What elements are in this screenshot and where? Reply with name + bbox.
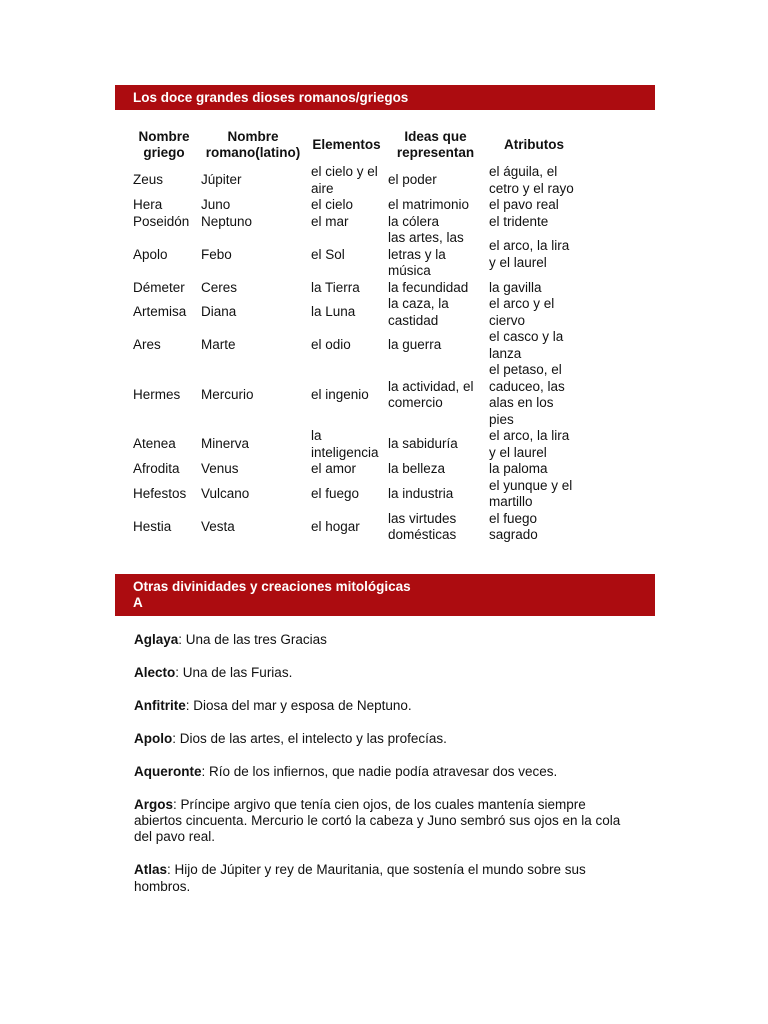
table-cell: el matrimonio xyxy=(388,197,470,212)
table-cell: Hefestos xyxy=(133,485,187,501)
table-cell: el arco y el ciervo xyxy=(489,296,555,328)
table-row xyxy=(130,461,582,478)
glossary-entry xyxy=(134,632,624,648)
table-cell: la industria xyxy=(388,485,454,501)
table-cell: Minerva xyxy=(201,436,250,452)
table-cell: las artes, las letras y la música xyxy=(388,230,464,278)
table-row xyxy=(130,296,582,329)
gods-table xyxy=(130,125,582,544)
table-cell: Hera xyxy=(133,197,163,212)
table-cell: la Luna xyxy=(311,304,356,320)
table-cell: el hogar xyxy=(311,518,360,534)
entry-term: Apolo xyxy=(134,730,173,746)
table-cell: la caza, la castidad xyxy=(388,296,449,328)
table-row xyxy=(130,214,582,231)
table-cell: Vesta xyxy=(201,518,235,534)
table-header-row xyxy=(130,125,582,164)
table-title-banner xyxy=(115,85,655,110)
table-cell: Ares xyxy=(133,337,161,353)
table-cell: el yunque y el martillo xyxy=(489,477,573,509)
table-row xyxy=(130,428,582,461)
table-row xyxy=(130,230,582,280)
table-row xyxy=(130,478,582,511)
table-cell: la actividad, el comercio xyxy=(388,378,474,410)
table-cell: Venus xyxy=(201,461,239,476)
glossary-list xyxy=(134,632,624,912)
section-banner xyxy=(115,574,655,616)
table-cell: Hestia xyxy=(133,518,172,534)
entry-definition: : Hijo de Júpiter y rey de Mauritania, que sostenía el mundo sobre sus hombros. xyxy=(134,862,586,894)
section-letter: A xyxy=(133,595,143,610)
table-cell: las virtudes domésticas xyxy=(388,510,457,542)
table-cell: el petaso, el caduceo, las alas en los pies xyxy=(489,362,565,427)
table-cell: el poder xyxy=(388,172,437,188)
table-row xyxy=(130,329,582,362)
table-cell: Marte xyxy=(201,337,236,353)
table-cell: el casco y la lanza xyxy=(489,329,564,361)
table-cell: Démeter xyxy=(133,279,185,295)
table-row xyxy=(130,362,582,428)
glossary-entry xyxy=(134,731,624,747)
entry-definition: : Una de las Furias. xyxy=(175,664,293,680)
table-cell: el tridente xyxy=(489,213,549,229)
table-cell: el arco, la lira y el laurel xyxy=(489,428,570,460)
entry-definition: : Río de los infiernos, que nadie podía atravesar dos veces. xyxy=(201,763,558,779)
entry-term: Aqueronte xyxy=(134,763,202,779)
glossary-entry xyxy=(134,698,624,714)
table-cell: Atenea xyxy=(133,436,176,452)
table-row xyxy=(130,280,582,297)
table-cell: la cólera xyxy=(388,213,440,229)
table-row xyxy=(130,511,582,544)
entry-definition: : Una de las tres Gracias xyxy=(178,632,327,647)
table-cell: Neptuno xyxy=(201,213,253,229)
glossary-entry xyxy=(134,764,624,780)
table-cell: el pavo real xyxy=(489,197,559,212)
table-cell: Mercurio xyxy=(201,386,254,402)
table-cell: Vulcano xyxy=(201,485,250,501)
column-header: Ideas que representan xyxy=(396,129,475,160)
column-header: Nombre griego xyxy=(138,129,190,160)
table-cell: el mar xyxy=(311,213,349,229)
column-header: Nombre romano(latino) xyxy=(205,129,301,160)
table-cell: Ceres xyxy=(201,279,238,295)
glossary-entry xyxy=(134,665,624,681)
table-cell: Juno xyxy=(201,197,231,212)
table-cell: la Tierra xyxy=(311,279,360,295)
table-cell: el arco, la lira y el laurel xyxy=(489,238,570,270)
table-row xyxy=(130,197,582,214)
entry-definition: : Príncipe argivo que tenía cien ojos, de los cuales mantenía siempre abiertos cincuenta. Mercurio le cortó la cabeza y Juno sembró sus ojos en la cola del pavo real. xyxy=(134,796,621,845)
table-title: Los doce grandes dioses romanos/griegos xyxy=(133,90,409,105)
table-cell: Apolo xyxy=(133,246,168,262)
column-header: Atributos xyxy=(504,136,564,152)
table-cell: Hermes xyxy=(133,386,181,402)
entry-definition: : Dios de las artes, el intelecto y las profecías. xyxy=(172,730,447,746)
entry-term: Anfitrite xyxy=(134,697,186,713)
entry-term: Atlas xyxy=(134,862,168,878)
entry-term: Aglaya xyxy=(134,632,179,647)
table-cell: la guerra xyxy=(388,337,442,353)
table-cell: el fuego sagrado xyxy=(489,510,538,542)
entry-term: Argos xyxy=(134,796,174,812)
table-cell: Poseidón xyxy=(133,213,190,229)
table-cell: la inteligencia xyxy=(311,428,379,460)
table-cell: el cielo xyxy=(311,197,354,212)
table-cell: la gavilla xyxy=(489,279,542,295)
table-cell: la belleza xyxy=(388,461,446,476)
table-cell: la sabiduría xyxy=(388,436,458,452)
table-cell: el fuego xyxy=(311,485,360,501)
table-cell: el cielo y el aire xyxy=(311,164,378,196)
entry-definition: : Diosa del mar y esposa de Neptuno. xyxy=(185,697,412,713)
table-cell: Zeus xyxy=(133,172,164,188)
table-row xyxy=(130,164,582,197)
table-cell: el Sol xyxy=(311,246,345,262)
table-cell: el ingenio xyxy=(311,386,369,402)
table-cell: Diana xyxy=(201,304,237,320)
column-header: Elementos xyxy=(312,136,381,152)
table-cell: Afrodita xyxy=(133,461,180,476)
table-cell: el odio xyxy=(311,337,351,353)
glossary-entry xyxy=(134,797,624,846)
table-cell: la paloma xyxy=(489,461,548,476)
section-title: Otras divinidades y creaciones mitológicas xyxy=(133,579,411,594)
table-cell: la fecundidad xyxy=(388,279,469,295)
entry-term: Alecto xyxy=(134,664,176,680)
table-cell: Júpiter xyxy=(201,172,242,188)
glossary-entry xyxy=(134,862,624,895)
table-cell: Febo xyxy=(201,246,232,262)
table-cell: el águila, el cetro y el rayo xyxy=(489,164,574,196)
table-cell: el amor xyxy=(311,461,357,476)
table-cell: Artemisa xyxy=(133,304,187,320)
